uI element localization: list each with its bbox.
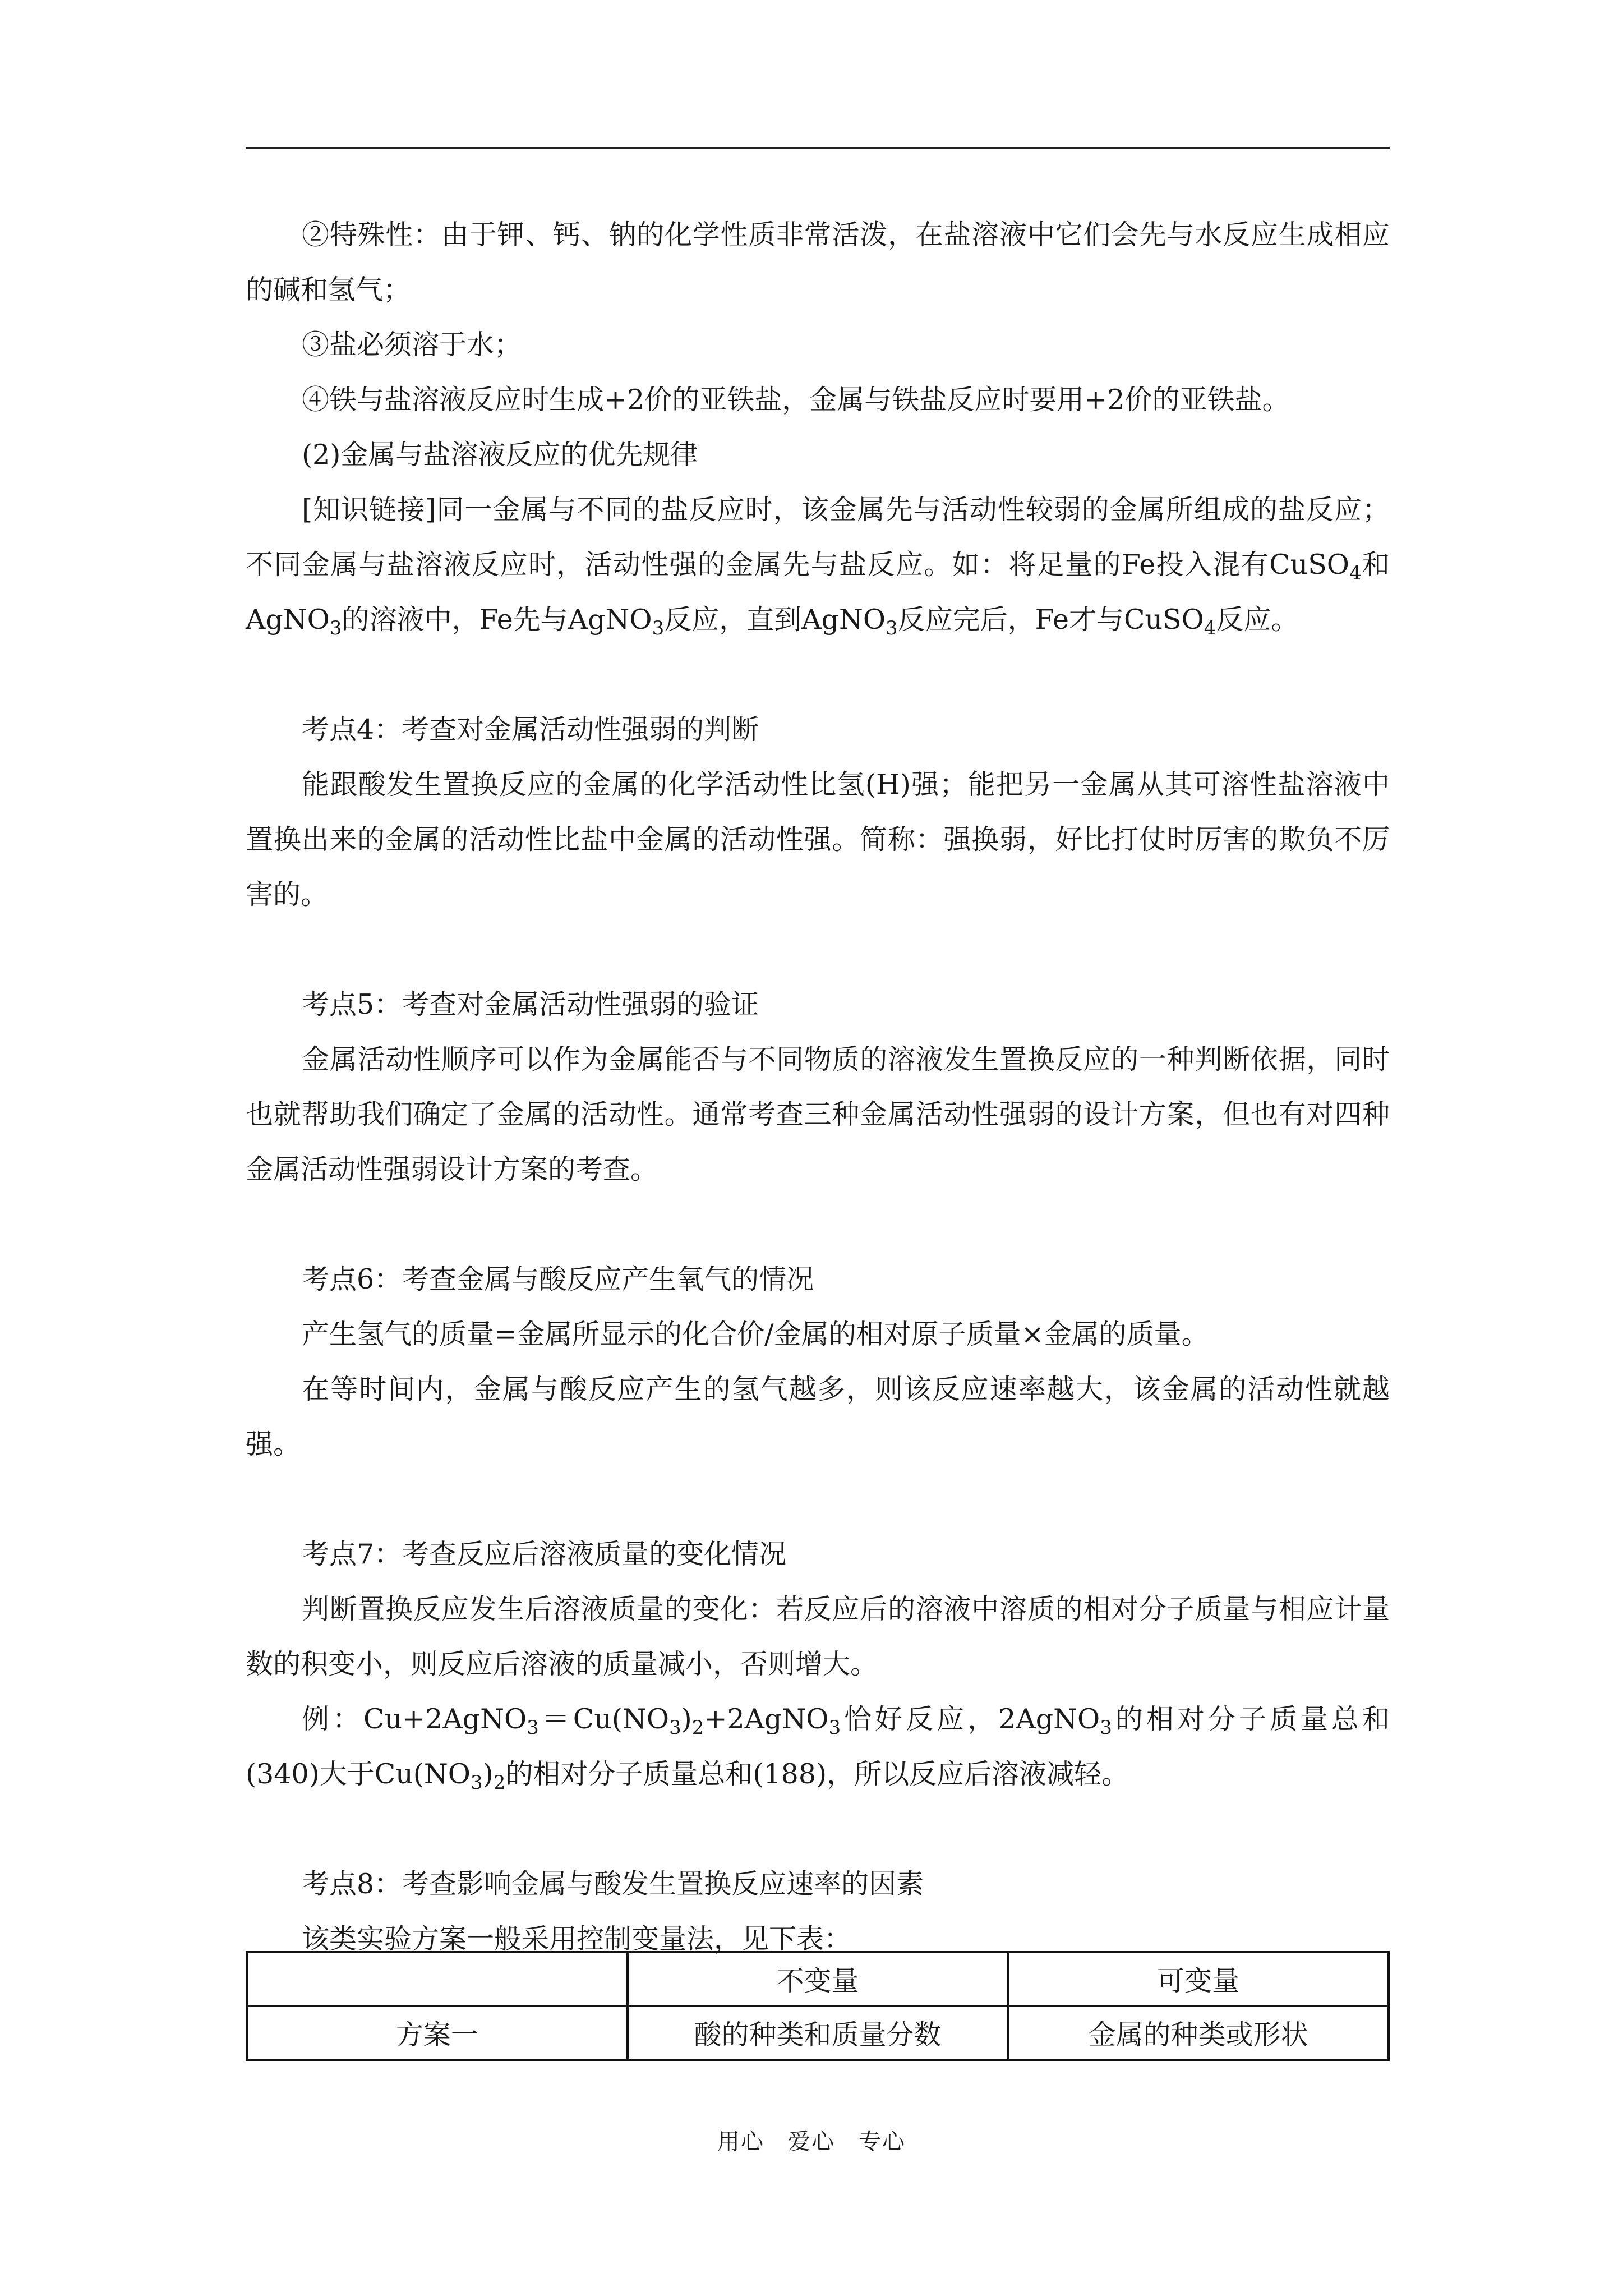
page-footer: 用心 爱心 专心 xyxy=(717,2129,906,2155)
section-title-kaodian-7: 考点7：考查反应后溶液质量的变化情况 xyxy=(302,1538,787,1570)
section-title-kaodian-6: 考点6：考查金属与酸反应产生氧气的情况 xyxy=(302,1263,814,1295)
document-body xyxy=(246,208,1390,1967)
table-header-row xyxy=(247,1952,1389,2006)
table-row xyxy=(247,2006,1389,2060)
table-header-cell xyxy=(247,1952,628,2006)
paragraph-knowledge-link: [知识链接]同一金属与不同的盐反应时，该金属先与活动性较弱的金属所组成的盐反应；不同金属与盐溶液反应时，活动性强的金属先与盐反应。如：将足量的Fe投入混有CuSO$_4$和AgNO$_3$的溶液中，Fe先与AgNO$_3$反应，直到AgNO$_3$反应完后，Fe才与CuSO$_4$反应。 xyxy=(246,494,1390,639)
section-title-kaodian-8: 考点8：考查影响金属与酸发生置换反应速率的因素 xyxy=(302,1868,924,1900)
paragraph-kaodian-5: 金属活动性顺序可以作为金属能否与不同物质的溶液发生置换反应的一种判断依据，同时也就帮助我们确定了金属的活动性。通常考查三种金属活动性强弱的设计方案，但也有对四种金属活动性强弱设计方案的考查。 xyxy=(246,1043,1390,1185)
table-cell: 方案一 xyxy=(247,2006,628,2060)
paragraph-kaodian-4: 能跟酸发生置换反应的金属的化学活动性比氢(H)强；能把另一金属从其可溶性盐溶液中置换出来的金属的活动性比盐中金属的活动性强。简称：强换弱，好比打仗时厉害的欺负不厉害的。 xyxy=(246,769,1390,910)
header-rule xyxy=(246,147,1390,149)
subheading-priority-rule: (2)金属与盐溶液反应的优先规律 xyxy=(302,439,698,471)
table-cell: 金属的种类或形状 xyxy=(1008,2006,1389,2060)
table-header-cell: 不变量 xyxy=(628,1952,1008,2006)
paragraph-iron-salt: ④铁与盐溶液反应时生成+2价的亚铁盐，金属与铁盐反应时要用+2价的亚铁盐。 xyxy=(302,384,1290,416)
paragraph-kaodian-6-formula: 产生氢气的质量=金属所显示的化合价/金属的相对原子质量×金属的质量。 xyxy=(302,1318,1209,1350)
section-title-kaodian-5: 考点5：考查对金属活动性强弱的验证 xyxy=(302,988,759,1020)
paragraph-kaodian-6-rate: 在等时间内，金属与酸反应产生的氢气越多，则该反应速率越大，该金属的活动性就越强。 xyxy=(246,1373,1390,1460)
section-title-kaodian-4: 考点4：考查对金属活动性强弱的判断 xyxy=(302,714,759,746)
table-cell: 酸的种类和质量分数 xyxy=(628,2006,1008,2060)
paragraph-kaodian-7: 判断置换反应发生后溶液质量的变化：若反应后的溶液中溶质的相对分子质量与相应计量数的积变小，则反应后溶液的质量减小，否则增大。 xyxy=(246,1593,1390,1680)
paragraph-kaodian-8: 该类实验方案一般采用控制变量法，见下表： xyxy=(302,1923,852,1955)
paragraph-kaodian-7-example: 例：$Cu+2AgNO_3=Cu(NO_3)_2+2AgNO_3$恰好反应，2AgNO$_3$的相对分子质量总和(340)大于$Cu(NO_3)_2$的相对分子质量总和(188)，所以反应后溶液减轻。 xyxy=(246,1703,1390,1794)
control-variable-table xyxy=(246,1951,1390,2061)
paragraph-salt-soluble: ③盐必须溶于水； xyxy=(302,329,522,361)
table-header-cell: 可变量 xyxy=(1008,1952,1389,2006)
paragraph-special: ②特殊性：由于钾、钙、钠的化学性质非常活泼，在盐溶液中它们会先与水反应生成相应的碱和氢气； xyxy=(246,219,1390,306)
